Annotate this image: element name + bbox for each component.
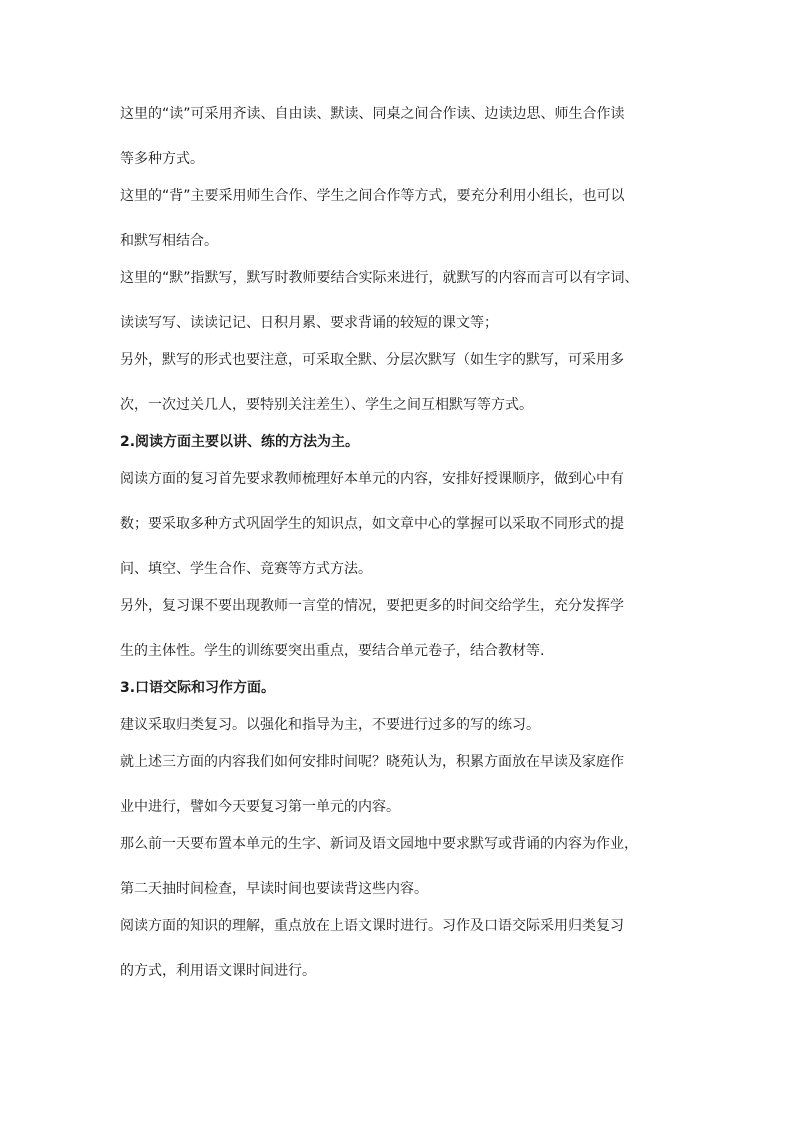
closing-para-line-2: 的方式，利用语文课时间进行。 — [120, 963, 316, 979]
section-heading-oral-writing: 3.口语交际和习作方面。 — [120, 680, 276, 696]
dictation-form-para-line-2: 次，一次过关几人，要特别关注差生）、学生之间互相默写等方式。 — [120, 397, 533, 413]
recite-para-line-2: 和默写相结合。 — [120, 233, 218, 249]
read-para-line-1: 这里的“读”可采用齐读、自由读、默读、同桌之间合作读、边读边思、师生合作读 — [120, 106, 625, 122]
reading-para-line-2: 数；要采取多种方式巩固学生的知识点，如文章中心的掌握可以采取不同形式的提 — [120, 516, 624, 532]
schedule-para-line-2: 业中进行，譬如今天要复习第一单元的内容。 — [120, 799, 400, 815]
homework-para-line-2: 第二天抽时间检查，早读时间也要读背这些内容。 — [120, 881, 428, 897]
review-class-para-line-1: 另外，复习课不要出现教师一言堂的情况，要把更多的时间交给学生，充分发挥学 — [120, 598, 624, 614]
recite-para-line-1: 这里的“背”主要采用师生合作、学生之间合作等方式，要充分利用小组长，也可以 — [120, 188, 625, 204]
section-heading-reading: 2.阅读方面主要以讲、练的方法为主。 — [120, 434, 360, 450]
schedule-para-line-1: 就上述三方面的内容我们如何安排时间呢？晓苑认为，积累方面放在早读及家庭作 — [120, 754, 624, 770]
homework-para-line-1: 那么前一天要布置本单元的生字、新词及语文园地中要求默写或背诵的内容为作业， — [120, 836, 638, 852]
document-body — [120, 104, 690, 981]
dictation-para-line-1: 这里的“默”指默写，默写时教师要结合实际来进行，就默写的内容而言可以有字词、 — [120, 270, 639, 286]
review-class-para-line-2: 生的主体性。学生的训练要突出重点，要结合单元卷子，结合教材等. — [120, 643, 545, 659]
read-para-line-2: 等多种方式。 — [120, 151, 204, 167]
reading-para-line-1: 阅读方面的复习首先要求教师梳理好本单元的内容，安排好授课顺序，做到心中有 — [120, 471, 624, 487]
dictation-form-para-line-1: 另外，默写的形式也要注意，可采取全默、分层次默写（如生字的默写，可采用多 — [120, 352, 624, 368]
suggestion-para-line-1: 建议采取归类复习。以强化和指导为主，不要进行过多的写的练习。 — [120, 717, 540, 733]
reading-para-line-3: 问、填空、学生合作、竞赛等方式方法。 — [120, 561, 372, 577]
dictation-para-line-2: 读读写写、读读记记、日积月累、要求背诵的较短的课文等； — [120, 315, 498, 331]
closing-para-line-1: 阅读方面的知识的理解，重点放在上语文课时进行。习作及口语交际采用归类复习 — [120, 918, 624, 934]
